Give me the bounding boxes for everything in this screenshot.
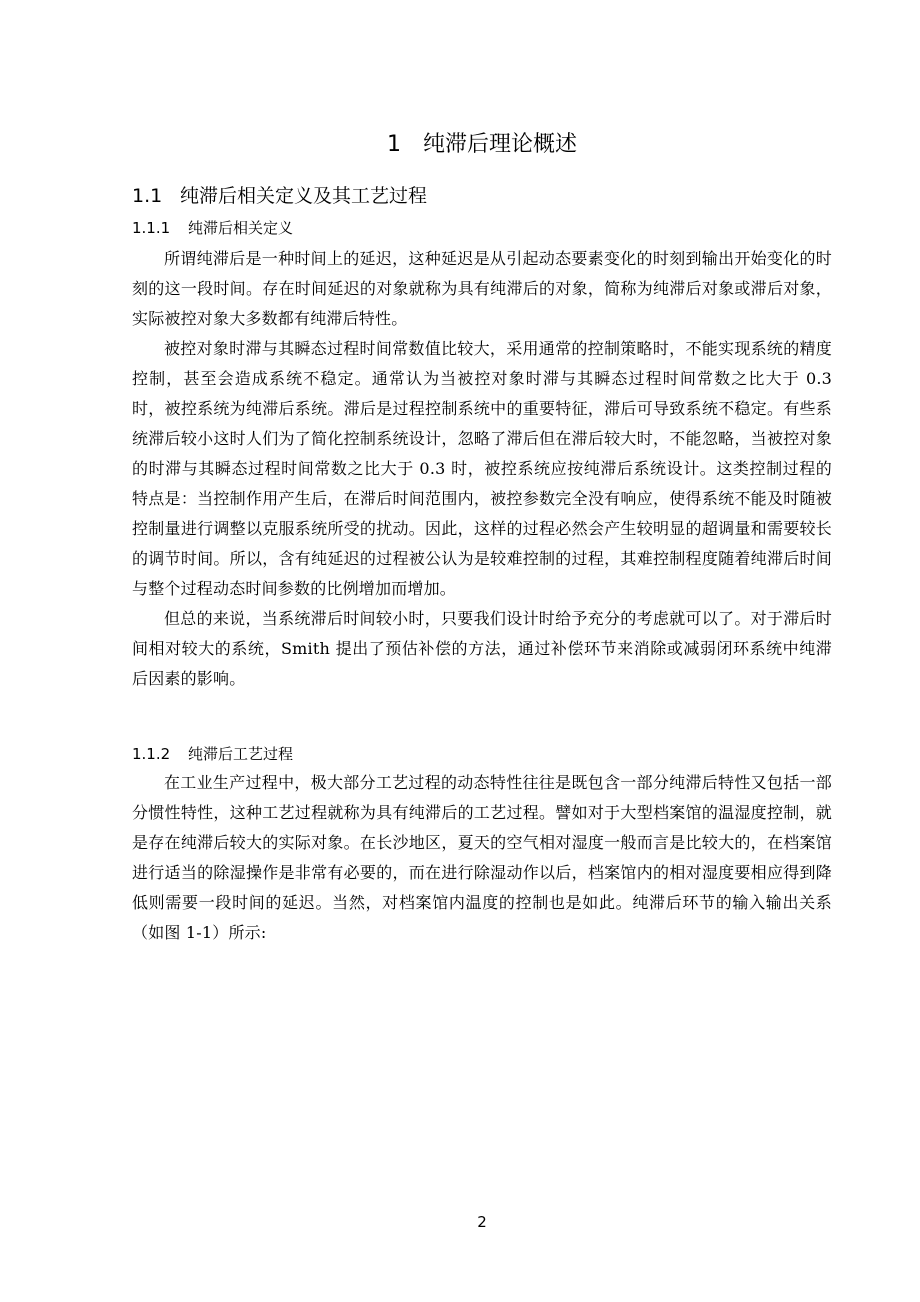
subsection-heading-1-1-1 [132,216,293,240]
paragraph: 在工业生产过程中，极大部分工艺过程的动态特性往往是既包含一部分纯滞后特性又包括一部分惯性特性，这种工艺过程就称为具有纯滞后的工艺过程。譬如对于大型档案馆的温湿度控制，就是存在纯滞后较大的实际对象。在长沙地区，夏天的空气相对湿度一般而言是比较大的，在档案馆进行适当的除湿操作是非常有必要的，而在进行除湿动作以后，档案馆内的相对湿度要相应得到降低则需要一段时间的延迟。当然，对档案馆内温度的控制也是如此。纯滞后环节的输入输出关系（如图 1-1）所示: [132,773,832,942]
paragraph: 被控对象时滞与其瞬态过程时间常数值比较大，采用通常的控制策略时，不能实现系统的精度控制，甚至会造成系统不稳定。通常认为当被控对象时滞与其瞬态过程时间常数之比大于 0.3 时，被控系统为纯滞后系统。滞后是过程控制系统中的重要特征，滞后可导致系统不稳定。有些系统滞后较小这时人们为了简化控制系统设计，忽略了滞后但在滞后较大时，不能忽略，当被控对象的时滞与其瞬态过程时间常数之比大于 0.3 时，被控系统应按纯滞后系统设计。这类控制过程的特点是：当控制作用产生后，在滞后时间范围内，被控参数完全没有响应，使得系统不能及时随被控制量进行调整以克服系统所受的扰动。因此，这样的过程必然会产生较明显的超调量和需要较长的调节时间。所以，含有纯延迟的过程被公认为是较难控制的过程，其难控制程度随着纯滞后时间与整个过程动态时间参数的比例增加而增加。 [132,339,832,598]
document-page [132,0,832,1302]
paragraph: 但总的来说，当系统滞后时间较小时，只要我们设计时给予充分的考虑就可以了。对于滞后时间相对较大的系统，Smith 提出了预估补偿的方法，通过补偿环节来消除或减弱闭环系统中纯滞后因素的影响。 [132,609,832,688]
paragraph: 所谓纯滞后是一种时间上的延迟，这种延迟是从引起动态要素变化的时刻到输出开始变化的时刻的这一段时间。存在时间延迟的对象就称为具有纯滞后的对象，简称为纯滞后对象或滞后对象，实际被控对象大多数都有纯滞后特性。 [132,249,832,328]
section-title: 纯滞后相关定义及其工艺过程 [180,185,428,207]
chapter-number: 1 [386,132,401,157]
section-body-1-1-1 [132,244,832,694]
chapter-title [132,128,832,162]
section-body-1-1-2 [132,768,832,948]
subsection-number: 1.1.2 [132,745,171,763]
subsection-title: 纯滞后工艺过程 [188,745,294,763]
section-heading-1-1 [132,182,427,210]
chapter-title-text: 纯滞后理论概述 [422,132,577,157]
page-number: 2 [477,1213,487,1231]
subsection-heading-1-1-2 [132,742,293,766]
subsection-number: 1.1.1 [132,219,171,237]
subsection-title: 纯滞后相关定义 [188,219,294,237]
section-number: 1.1 [132,185,163,207]
